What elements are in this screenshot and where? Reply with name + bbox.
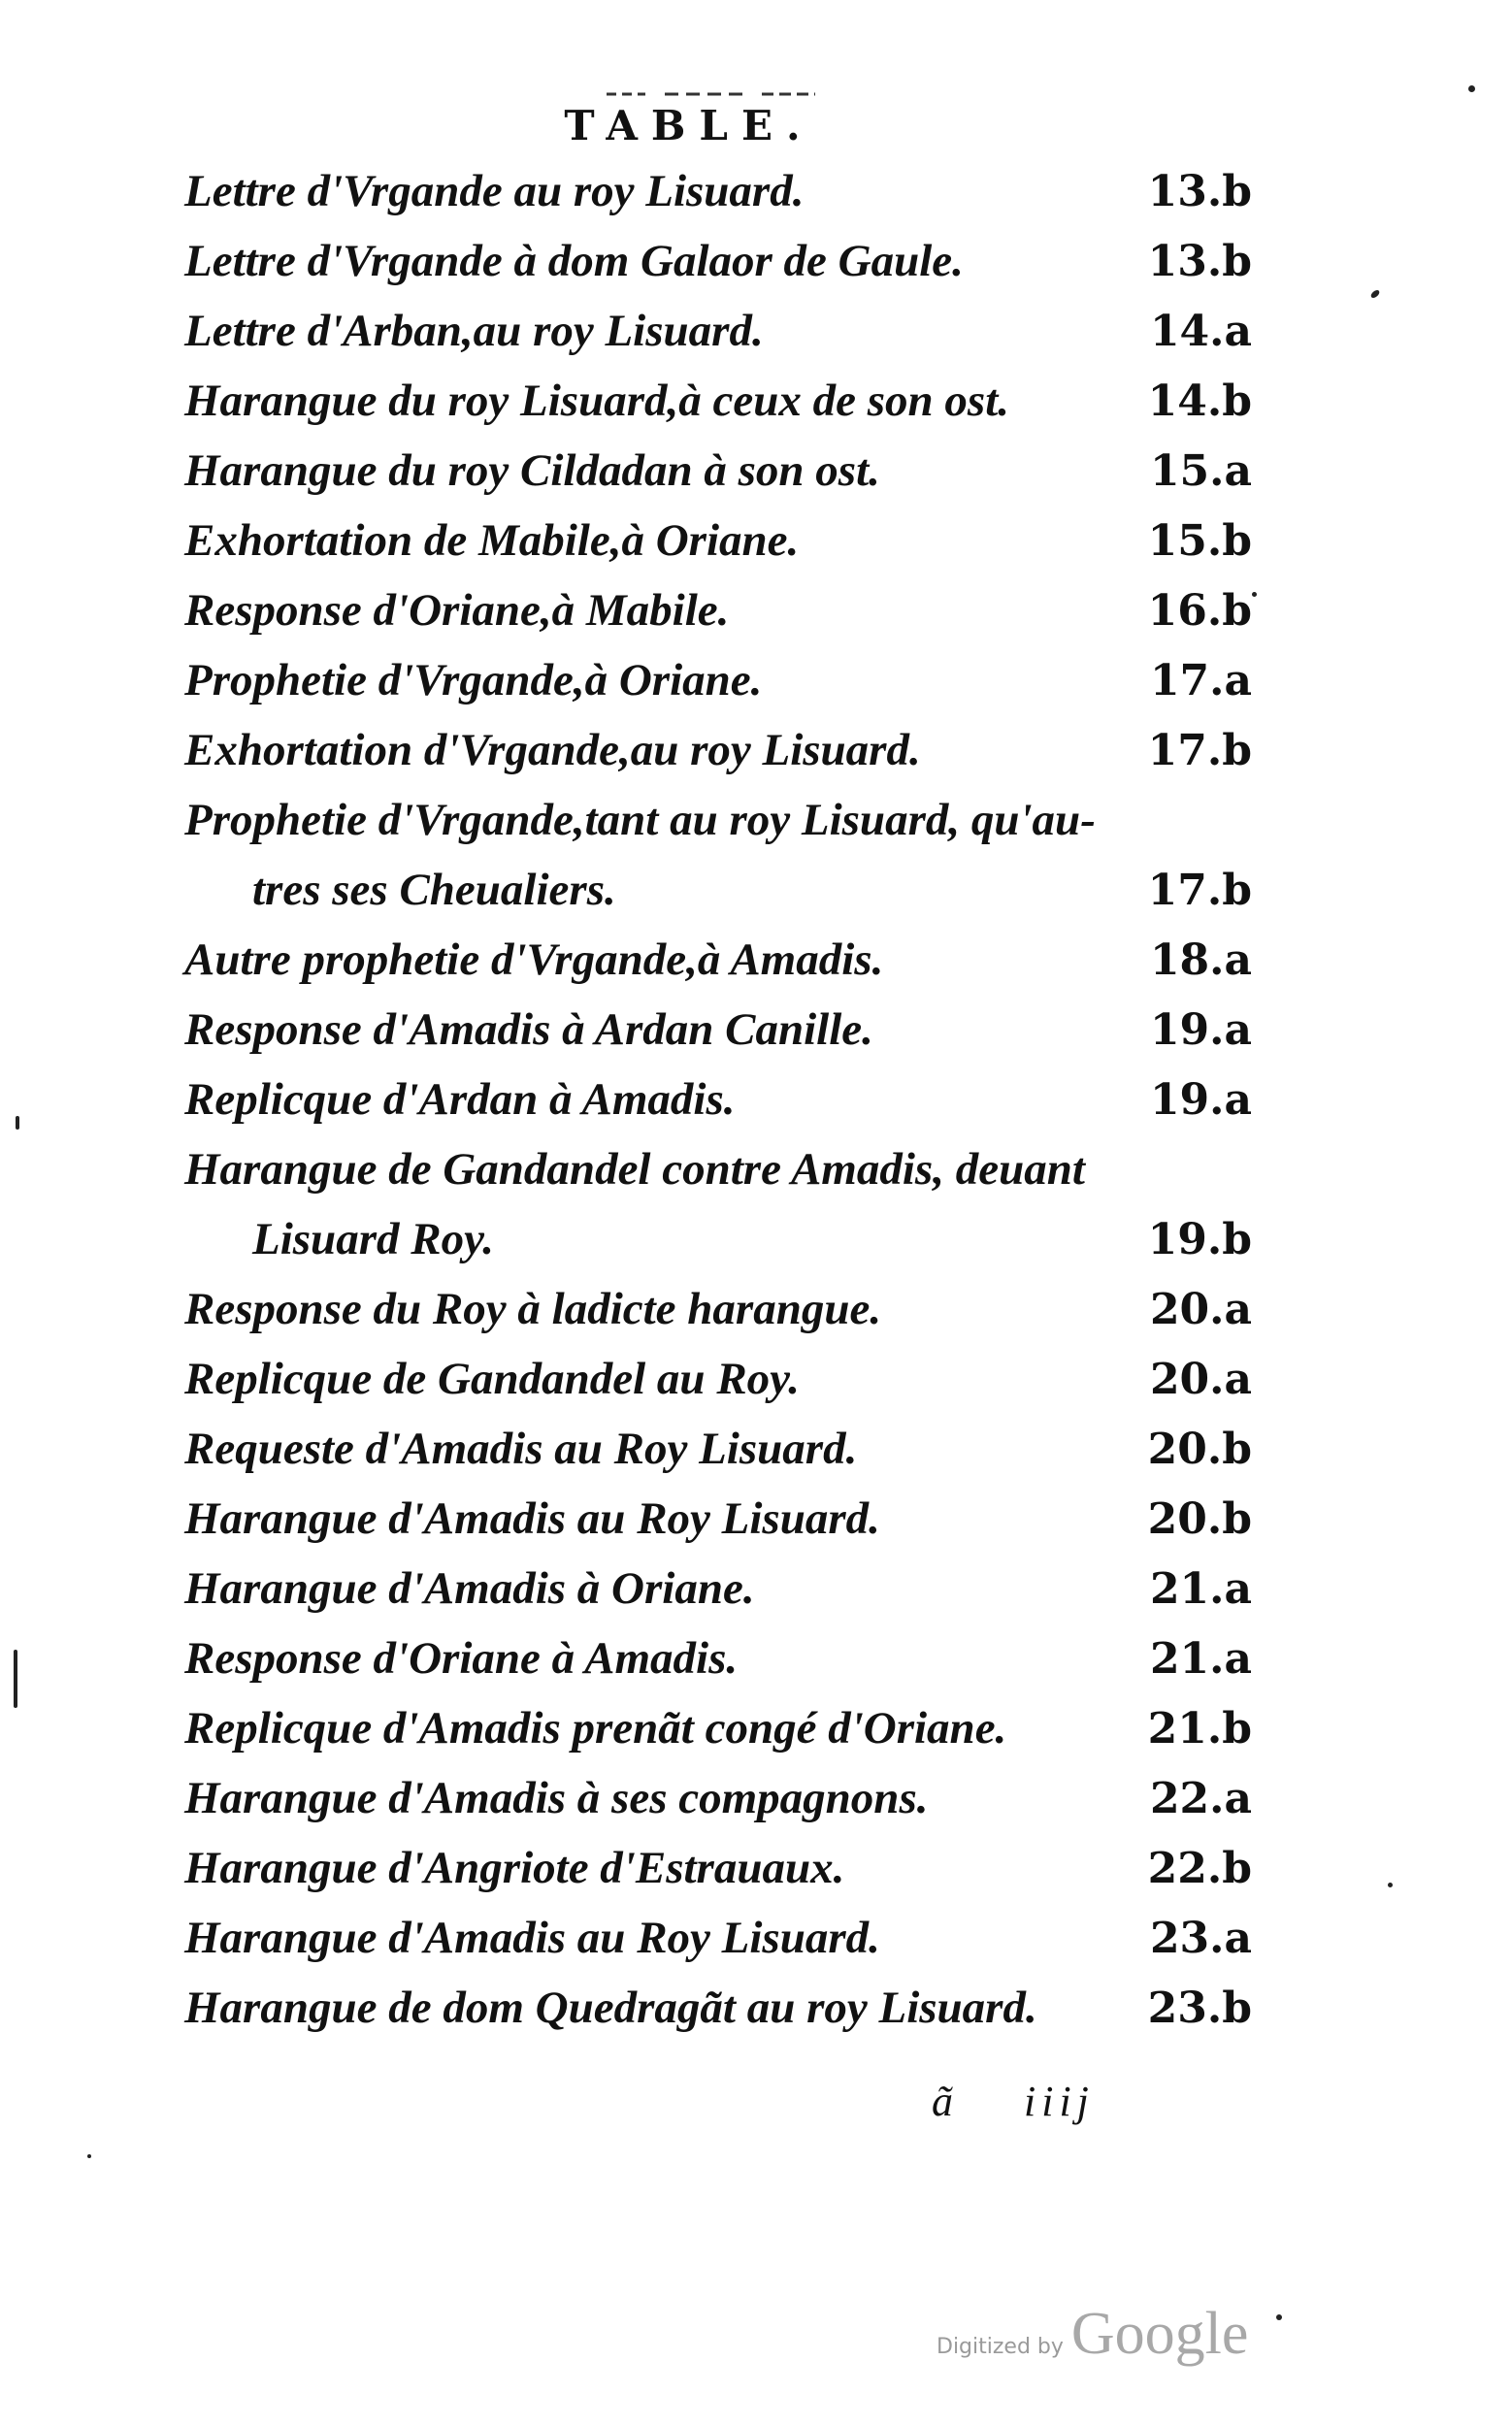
scan-speck (1252, 592, 1257, 597)
toc-entry-title: Response d'Oriane à Amadis. (184, 1633, 739, 1684)
scan-speck (1468, 85, 1475, 92)
toc-entry (184, 1772, 1252, 1842)
toc-entry-folio: 23.a (1149, 1914, 1252, 1963)
signature-number: iiij (1024, 2078, 1095, 2125)
toc-entry (184, 1283, 1252, 1353)
toc-entry (184, 514, 1252, 584)
toc-entry-title: Lettre d'Arban,au roy Lisuard. (184, 306, 764, 356)
toc-entry-folio: 17.a (1149, 656, 1252, 705)
watermark-prefix: Digitized by (937, 2335, 1064, 2359)
toc-entry-title: Lettre d'Vrgande à dom Galaor de Gaule. (184, 236, 964, 286)
toc-entry-folio: 14.b (1147, 377, 1252, 426)
signature-letter: ã (932, 2078, 959, 2125)
toc-entry (184, 375, 1252, 444)
toc-entry-title: Replicque de Gandandel au Roy. (184, 1354, 801, 1404)
toc-entry-folio: 22.a (1149, 1774, 1252, 1823)
toc-entry-title: Response d'Oriane,à Mabile. (184, 585, 730, 636)
toc-entry (184, 654, 1252, 724)
toc-entry (184, 1912, 1252, 1982)
toc-entry (184, 1003, 1252, 1073)
toc-entry-title: Lettre d'Vrgande au roy Lisuard. (184, 166, 805, 216)
toc-entry-folio: 19.a (1149, 1075, 1252, 1125)
toc-entry-title: Harangue du roy Cildadan à son ost. (184, 445, 880, 496)
toc-entry-folio: 17.b (1147, 726, 1252, 775)
scan-speck (87, 2154, 91, 2158)
scan-speck (14, 1650, 17, 1708)
toc-entry-folio: 20.b (1147, 1494, 1252, 1544)
toc-entry-folio: 19.b (1147, 1215, 1252, 1264)
toc-entry-folio: 21.a (1149, 1634, 1252, 1684)
toc-entry (184, 584, 1252, 654)
toc-entry-title: Lisuard Roy. (252, 1214, 494, 1264)
toc-entry (184, 1702, 1252, 1772)
toc-entry (184, 794, 1252, 864)
toc-entry (184, 864, 1252, 934)
toc-entry (184, 724, 1252, 794)
toc-entry-folio: 13.b (1147, 167, 1252, 216)
toc-entry-folio: 15.a (1149, 446, 1252, 496)
toc-entry-folio: 22.b (1147, 1844, 1252, 1893)
toc-entry-title: Requeste d'Amadis au Roy Lisuard. (184, 1424, 858, 1474)
scan-speck (1388, 1883, 1393, 1887)
scan-speck (1369, 288, 1381, 299)
toc-entry (184, 1842, 1252, 1912)
toc-entry (184, 1213, 1252, 1283)
toc-entry (184, 1492, 1252, 1562)
table-of-contents (184, 165, 1252, 2051)
toc-entry-title: Prophetie d'Vrgande,à Oriane. (184, 655, 763, 705)
watermark-brand-logo: Google (1070, 2301, 1249, 2367)
toc-entry-title: Replicque d'Amadis prenãt congé d'Oriane. (184, 1703, 1007, 1754)
toc-entry-folio: 21.b (1147, 1704, 1252, 1754)
toc-entry-title: Harangue d'Amadis à ses compagnons. (184, 1773, 929, 1823)
toc-entry-title: tres ses Cheualiers. (252, 865, 616, 915)
toc-entry-folio: 18.a (1149, 935, 1252, 985)
toc-entry-folio: 20.a (1149, 1285, 1252, 1334)
toc-entry-folio: 14.a (1149, 307, 1252, 356)
toc-entry-folio: 17.b (1147, 866, 1252, 915)
toc-entry-title: Exhortation d'Vrgande,au roy Lisuard. (184, 725, 921, 775)
toc-entry (184, 1353, 1252, 1423)
toc-entry (184, 1143, 1252, 1213)
toc-entry-folio: 13.b (1147, 237, 1252, 286)
toc-entry-title: Harangue du roy Lisuard,à ceux de son ost. (184, 376, 1010, 426)
scan-speck (16, 1116, 19, 1130)
toc-entry (184, 1632, 1252, 1702)
toc-entry-title: Harangue d'Amadis au Roy Lisuard. (184, 1493, 880, 1544)
toc-entry-title: Exhortation de Mabile,à Oriane. (184, 515, 800, 566)
toc-entry-title: Response d'Amadis à Ardan Canille. (184, 1004, 873, 1055)
toc-entry-folio: 20.b (1147, 1425, 1252, 1474)
toc-entry (184, 1562, 1252, 1632)
toc-entry-title: Harangue de dom Quedragãt au roy Lisuard. (184, 1983, 1037, 2033)
toc-entry (184, 1073, 1252, 1143)
toc-entry (184, 934, 1252, 1003)
toc-entry (184, 165, 1252, 235)
header-rule-ornament (607, 89, 820, 99)
signature-mark (932, 2077, 1095, 2126)
toc-entry (184, 235, 1252, 305)
toc-entry-title: Harangue d'Amadis au Roy Lisuard. (184, 1913, 880, 1963)
toc-entry-folio: 23.b (1147, 1983, 1252, 2033)
toc-entry-title: Response du Roy à ladicte harangue. (184, 1284, 882, 1334)
toc-entry-folio: 21.a (1149, 1564, 1252, 1614)
scan-speck (1276, 2314, 1282, 2320)
toc-entry-title: Harangue de Gandandel contre Amadis, deuant (184, 1144, 1085, 1195)
toc-entry-folio: 16.b (1147, 586, 1252, 636)
toc-entry-title: Replicque d'Ardan à Amadis. (184, 1074, 736, 1125)
page-heading: TABLE. (564, 102, 814, 149)
toc-entry (184, 444, 1252, 514)
toc-entry-folio: 20.a (1149, 1355, 1252, 1404)
toc-entry (184, 1982, 1252, 2051)
toc-entry-title: Harangue d'Amadis à Oriane. (184, 1563, 755, 1614)
toc-entry-title: Autre prophetie d'Vrgande,à Amadis. (184, 934, 884, 985)
digitized-watermark (937, 2300, 1248, 2369)
toc-entry-folio: 19.a (1149, 1005, 1252, 1055)
toc-entry (184, 1423, 1252, 1492)
toc-entry-folio: 15.b (1147, 516, 1252, 566)
toc-entry-title: Harangue d'Angriote d'Estrauaux. (184, 1843, 845, 1893)
toc-entry-title: Prophetie d'Vrgande,tant au roy Lisuard, qu'au- (184, 795, 1096, 845)
toc-entry (184, 305, 1252, 375)
